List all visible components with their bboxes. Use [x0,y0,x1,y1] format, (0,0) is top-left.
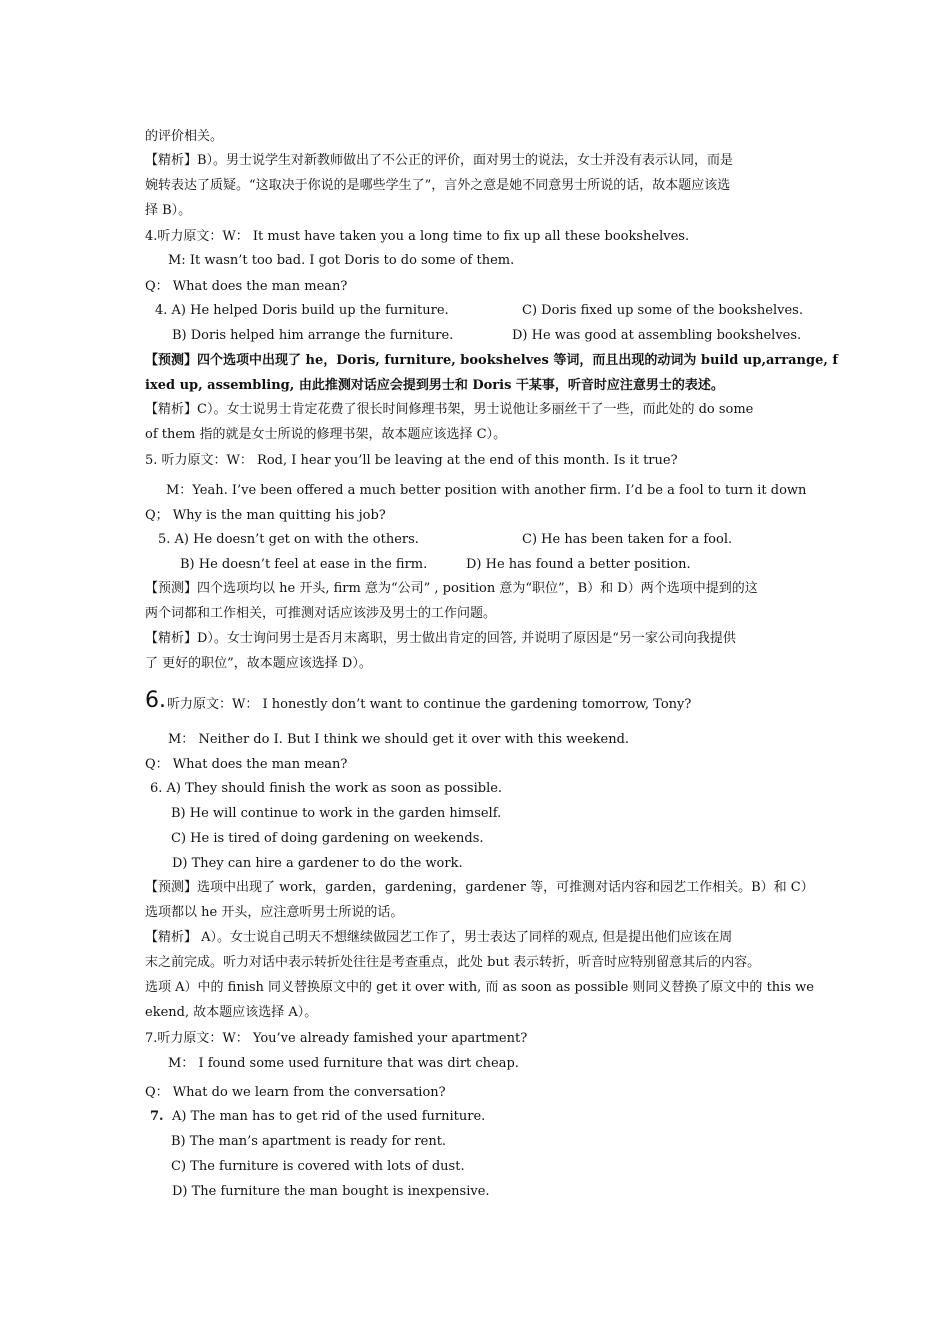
q5-transcript-man: M：Yeah. I’ve been offered a much better position with another firm. I’d be a fool to turn it down [166,483,807,498]
q5-analysis: 了 更好的职位”，故本题应该选择 D）。 [145,656,372,671]
q7-option-d: D) The furniture the man bought is inexpensive. [172,1184,490,1199]
q6-transcript-woman: 听力原文：W： I honestly don’t want to continue the gardening tomorrow, Tony? [167,697,692,712]
q4-analysis: of them 指的就是女士所说的修理书架，故本题应该选择 C）。 [145,427,507,442]
q5-analysis: 【精析】D）。女士询问男士是否月末离职，男士做出肯定的回答, 并说明了原因是“另一家公司向我提供 [145,631,736,646]
q6-prediction: 【预测】选项中出现了 work，garden，gardening，gardener 等，可推测对话内容和园艺工作相关。B）和 C） [145,880,814,895]
q4-option-a: 4. A) He helped Doris build up the furniture. [155,303,449,318]
q5-option-b: B) He doesn’t feel at ease in the firm. [180,557,428,572]
q6-prediction: 选项都以 he 开头，应注意听男士所说的话。 [145,905,404,920]
q5-option-c: C) He has been taken for a fool. [522,532,733,547]
q5-question: Q； Why is the man quitting his job? [145,508,386,523]
q4-transcript-man: M: It wasn’t too bad. I got Doris to do some of them. [168,253,515,268]
q5-prediction: 【预测】四个选项均以 he 开头, firm 意为“公司” , position 意为“职位”，B）和 D）两个选项中提到的这 [145,581,758,596]
q4-option-d: D) He was good at assembling bookshelves. [512,328,802,343]
q5-transcript-woman: 5. 听力原文：W： Rod, I hear you’ll be leaving at the end of this month. Is it true? [145,453,678,468]
q4-transcript-woman: 4.听力原文：W： It must have taken you a long time to fix up all these bookshelves. [145,229,690,244]
q6-option-d: D) They can hire a gardener to do the work. [172,856,463,871]
q7-transcript-man: M： I found some used furniture that was dirt cheap. [168,1056,519,1071]
q7-number: 7. [150,1109,164,1124]
q4-option-b: B) Doris helped him arrange the furniture. [172,328,454,343]
q6-analysis: 末之前完成。听力对话中表示转折处往往是考查重点，此处 but 表示转折，听音时应特别留意其后的内容。 [145,955,761,970]
q6-analysis: 选项 A）中的 finish 同义替换原文中的 get it over with, 而 as soon as possible 则同义替换了原文中的 this we [145,980,814,995]
q5-option-a: 5. A) He doesn’t get on with the others. [158,532,419,547]
analysis-line: 婉转表达了质疑。“这取决于你说的是哪些学生了”，言外之意是她不同意男士所说的话，故本题应该选 [145,178,731,193]
q4-option-c: C) Doris fixed up some of the bookshelves. [522,303,803,318]
q4-prediction: ixed up, assembling, 由此推测对话应会提到男士和 Doris 干某事，听音时应注意男士的表述。 [145,378,724,393]
q6-option-c: C) He is tired of doing gardening on weekends. [171,831,484,846]
q4-question: Q： What does the man mean? [145,279,348,294]
q4-prediction: 【预测】四个选项中出现了 he，Doris, furniture, bookshelves 等词，而且出现的动词为 build up,arrange, f [145,353,838,368]
q7-option-c: C) The furniture is covered with lots of dust. [171,1159,465,1174]
q6-question: Q： What does the man mean? [145,757,348,772]
q5-prediction: 两个词都和工作相关，可推测对话应该涉及男士的工作问题。 [145,606,497,621]
q7-transcript-woman: 7.听力原文：W： You’ve already famished your apartment? [145,1031,528,1046]
text-line: 的评价相关。 [145,129,224,144]
q7-option-a: A) The man has to get rid of the used furniture. [172,1109,486,1124]
q4-analysis: 【精析】C）。女士说男士肯定花费了很长时间修理书架，男士说他让多丽丝干了一些，而此处的 do some [145,402,754,417]
q7-question: Q： What do we learn from the conversation? [145,1085,446,1100]
analysis-line: 择 B）。 [145,203,192,218]
q5-option-d: D) He has found a better position. [466,557,691,572]
q6-analysis: 【精析】 A）。女士说自己明天不想继续做园艺工作了，男士表达了同样的观点, 但是提出他们应该在周 [145,930,733,945]
q7-option-b: B) The man’s apartment is ready for rent. [171,1134,447,1149]
q6-option-b: B) He will continue to work in the garden himself. [171,806,502,821]
q6-analysis: ekend, 故本题应该选择 A）。 [145,1005,318,1020]
q6-number: 6. [145,688,166,713]
q6-option-a: 6. A) They should finish the work as soon as possible. [150,781,503,796]
q6-transcript-man: M： Neither do I. But I think we should get it over with this weekend. [168,732,630,747]
analysis-line: 【精析】B）。男士说学生对新教师做出了不公正的评价，面对男士的说法，女士并没有表示认同，而是 [145,153,734,168]
